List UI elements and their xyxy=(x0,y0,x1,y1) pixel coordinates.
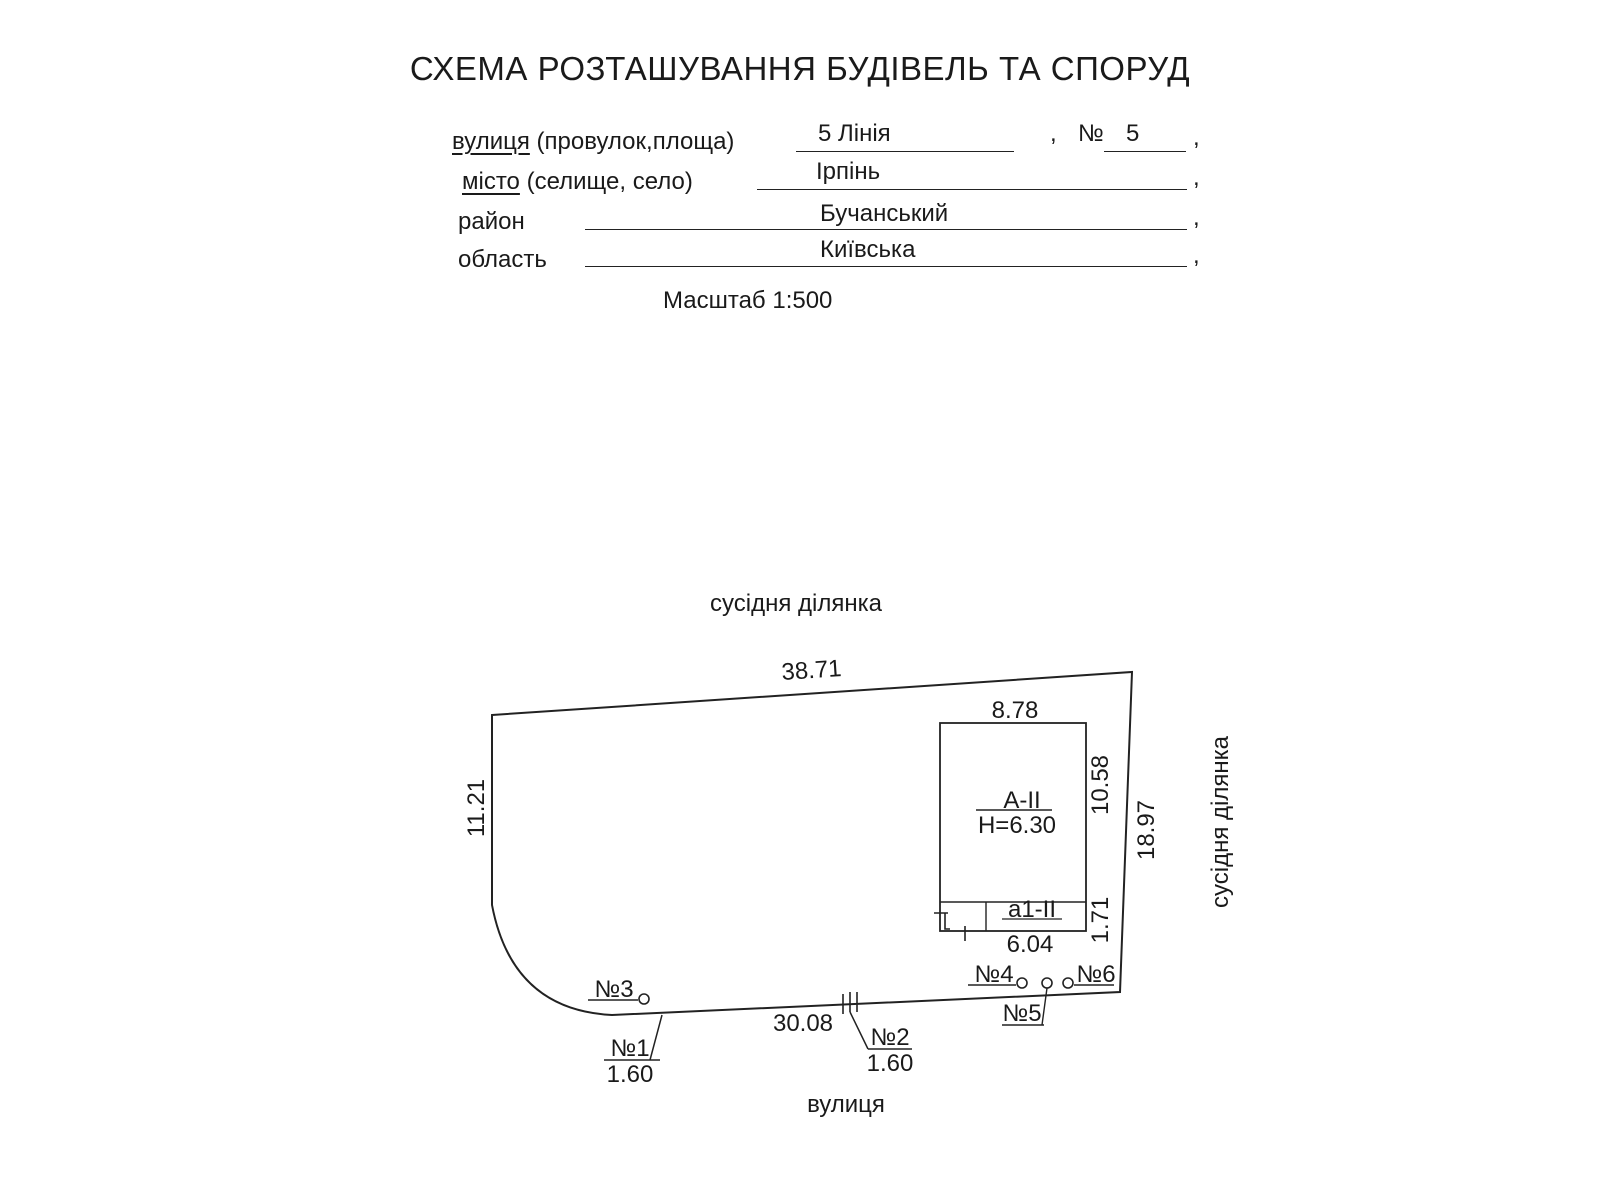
structure-1-value: 1.60 xyxy=(606,1061,654,1088)
building-label: А-ІІ xyxy=(1003,787,1041,814)
structure-4-label: №4 xyxy=(974,961,1014,988)
structure-1-label: №1 xyxy=(610,1035,650,1062)
street-value: 5 Лінія xyxy=(818,120,891,147)
structure-6-label: №6 xyxy=(1076,961,1116,988)
comma: , xyxy=(1193,242,1200,269)
dim-bottom: 30.08 xyxy=(772,1010,834,1037)
structure-6-marker xyxy=(1063,978,1073,988)
number-value: 5 xyxy=(1126,120,1140,147)
city-label-main: місто xyxy=(462,168,520,195)
street-label-rest: (провулок,площа) xyxy=(536,128,735,155)
dim-top: 38.71 xyxy=(780,655,843,686)
comma: , xyxy=(1193,164,1200,191)
street-bottom-label: вулиця xyxy=(807,1091,885,1118)
comma: , xyxy=(1193,124,1200,151)
structure-5-marker xyxy=(1042,978,1052,988)
dim-building-width: 8.78 xyxy=(991,697,1039,724)
region-value: Київська xyxy=(820,236,916,263)
dim-right: 18.97 xyxy=(1133,799,1160,861)
number-sign: № xyxy=(1078,120,1104,147)
street-label-main: вулиця xyxy=(452,128,530,155)
structure-3-label: №3 xyxy=(594,976,634,1003)
gate-mark xyxy=(843,992,857,1014)
city-value: Ірпінь xyxy=(816,158,881,185)
building-height-label: Н=6.30 xyxy=(977,812,1057,839)
dim-building-height: 10.58 xyxy=(1087,754,1114,816)
page-title: СХЕМА РОЗТАШУВАННЯ БУДІВЕЛЬ ТА СПОРУД xyxy=(409,50,1191,87)
structure-4-marker xyxy=(1017,978,1027,988)
structure-3-marker xyxy=(639,994,649,1004)
dim-annex-height: 1.71 xyxy=(1087,896,1114,944)
neighbor-right-label: сусідня ділянка xyxy=(1207,736,1234,908)
annex-label: а1-ІІ xyxy=(1007,896,1057,923)
district-value: Бучанський xyxy=(820,200,949,227)
structure-5-label: №5 xyxy=(1002,1000,1042,1027)
dim-left: 11.21 xyxy=(463,778,490,838)
comma: , xyxy=(1193,204,1200,231)
comma: , xyxy=(1050,120,1057,147)
district-label: район xyxy=(458,208,525,235)
city-label-rest: (селище, село) xyxy=(526,168,693,195)
neighbor-top-label: сусідня ділянка xyxy=(710,590,882,617)
porch-mark xyxy=(934,913,965,941)
structure-2-value: 1.60 xyxy=(866,1050,914,1077)
region-label: область xyxy=(458,246,547,273)
dim-annex-width: 6.04 xyxy=(1006,931,1054,958)
scale-label: Масштаб 1:500 xyxy=(663,287,833,314)
structure-2-label: №2 xyxy=(870,1024,910,1051)
